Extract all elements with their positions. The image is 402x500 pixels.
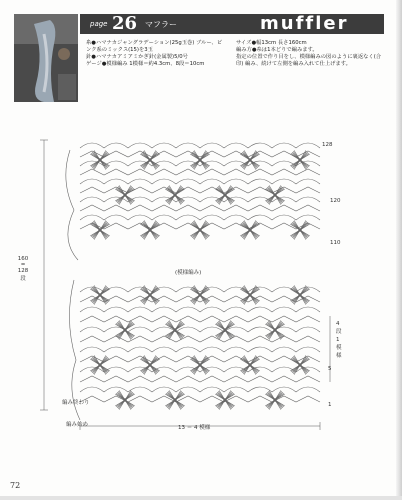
flower-motif — [115, 185, 134, 204]
row-mark-110: 110 — [330, 240, 341, 246]
page-label: page — [90, 20, 108, 28]
flower-motif — [215, 320, 234, 339]
end-label: 編み終わり — [62, 400, 90, 406]
hook-text: 針●ハマナカアミアミかぎ針(金属製)5/0号 — [86, 54, 188, 60]
flower-motif — [240, 150, 259, 169]
flower-motif — [90, 355, 109, 374]
start-label: 編み始め — [66, 422, 89, 428]
flower-motif — [165, 320, 184, 339]
flower-motif — [140, 220, 159, 239]
crochet-chart — [30, 120, 340, 440]
row-mark-5: 5 — [328, 366, 332, 372]
row-mark-1: 1 — [328, 402, 332, 408]
flower-motif — [140, 355, 159, 374]
page-edge — [396, 0, 402, 500]
pattern-label: (模様編み) — [175, 270, 202, 276]
muffler-photo — [14, 14, 78, 102]
flower-motif — [90, 285, 109, 304]
page-edge-bottom — [0, 496, 402, 500]
title-english: muffler — [260, 13, 349, 34]
materials — [86, 40, 226, 68]
flower-motif — [90, 150, 109, 169]
flower-motif — [240, 285, 259, 304]
row-mark-128: 128 — [322, 142, 333, 148]
flower-motif — [165, 390, 184, 409]
flower-motif — [240, 220, 259, 239]
title-japanese: マフラー — [145, 20, 177, 29]
flower-motif — [190, 220, 209, 239]
flower-motif — [140, 285, 159, 304]
lower-chart — [69, 280, 320, 420]
page-number: 26 — [112, 13, 138, 34]
page-folio: 72 — [10, 481, 21, 490]
flower-motif — [265, 320, 284, 339]
flower-motif — [290, 355, 309, 374]
row-mark-120: 120 — [330, 198, 341, 204]
flower-motif — [290, 220, 309, 239]
flower-motif — [140, 150, 159, 169]
instructions — [236, 40, 386, 68]
flower-motif — [190, 150, 209, 169]
width-label: 13 ＝ 4 模様 — [178, 425, 211, 431]
method-title: 編み方●糸は1本どりで編みます。 — [236, 47, 318, 53]
flower-motif — [165, 185, 184, 204]
flower-motif — [215, 185, 234, 204]
flower-motif — [90, 220, 109, 239]
length-label: 160 = 128段 — [17, 256, 29, 282]
flower-motif — [215, 390, 234, 409]
flower-motif — [290, 150, 309, 169]
flower-motif — [290, 285, 309, 304]
upper-chart — [66, 143, 320, 260]
flower-motif — [240, 355, 259, 374]
flower-motif — [115, 320, 134, 339]
yarn-text: 糸●ハマナカジャングラデーション(25g玉巻) ブルー、ピンク系のミックス(15)を3玉 — [86, 40, 223, 53]
repeat-label: 4 段 1 模様 — [336, 321, 342, 359]
flower-motif — [265, 185, 284, 204]
gauge-text: ゲージ●模様編み 1模様＝約4.3cm、8段＝10cm — [86, 61, 205, 67]
size-text: サイズ●幅13cm 長さ160cm — [236, 40, 307, 46]
method-body: 指定の位置で作り目をし、模様編みの図のように裏返なく(合印) 編み、続けて左側を編み入れて仕上げます。 — [236, 54, 382, 67]
